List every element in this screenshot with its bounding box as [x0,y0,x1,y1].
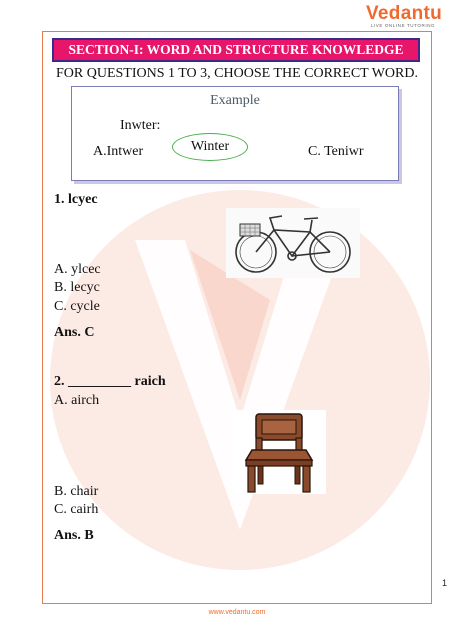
question-1-answer: Ans. C [54,325,95,340]
section-title: SECTION-I: WORD AND STRUCTURE KNOWLEDGE [52,38,420,62]
logo-tagline: LIVE ONLINE TUTORING [370,23,436,28]
question-1-title: 1. lcyec [54,192,98,207]
question-2-title: 2. _________ raich [54,374,166,389]
question-1-option-a: A. ylcec [54,262,101,277]
example-option-c: C. Teniwr [308,144,364,159]
instruction-text: FOR QUESTIONS 1 TO 3, CHOOSE THE CORRECT WORD. [56,66,418,81]
question-2-option-c: C. cairh [54,502,99,517]
question-1-option-b: B. lecyc [54,280,100,295]
question-2-option-a: A. airch [54,393,100,408]
example-scrambled-word: Inwter: [120,118,161,133]
bicycle-image [226,208,360,278]
example-heading: Example [210,93,260,108]
page-number: 1 [442,578,448,588]
example-option-a: A.Intwer [93,144,144,159]
question-2-answer: Ans. B [54,528,94,543]
chair-image [232,410,326,494]
question-1-option-c: C. cycle [54,299,100,314]
question-2-option-b: B. chair [54,484,99,499]
example-box [71,86,399,181]
footer-url[interactable]: www.vedantu.com [208,609,266,616]
logo-wordmark: Vedantu [366,3,443,24]
example-correct-option: Winter [172,133,248,161]
vedantu-logo [366,3,443,29]
